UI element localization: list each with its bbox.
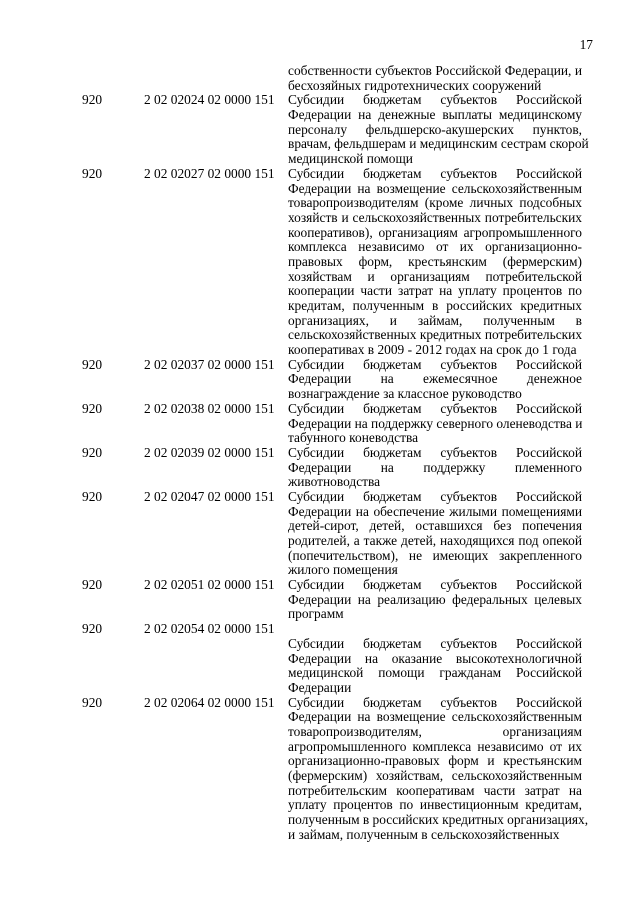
description-line: Субсидии бюджетам субъектов Российской (288, 92, 582, 108)
table-row (0, 696, 640, 843)
admin-code-cell (0, 490, 114, 578)
budget-code: 2 02 02054 02 0000 151 (144, 621, 275, 637)
admin-code: 920 (82, 488, 103, 504)
description-line: персоналу фельдшерско-акушерских пунктов, (288, 121, 582, 137)
description-line: полученным в российских кредитных организациях, (288, 812, 589, 828)
description-line: организационно-правовых форм и крестьянским (288, 753, 582, 769)
description-line: Федерации на ежемесячное денежное (288, 371, 582, 387)
description-line: Субсидии бюджетам субъектов Российской (288, 577, 582, 593)
table-row (0, 358, 640, 402)
description-line: Федерации на обеспечение жилыми помещениями (288, 503, 582, 519)
admin-code: 920 (82, 356, 103, 372)
description-line: Субсидии бюджетам субъектов Российской (288, 488, 582, 504)
description-cell (288, 402, 582, 446)
table-row (0, 622, 640, 695)
admin-code-cell (0, 578, 114, 622)
description-cell (288, 64, 582, 93)
budget-code: 2 02 02027 02 0000 151 (144, 165, 275, 181)
description-cell (288, 622, 582, 695)
description-line: программ (288, 606, 344, 622)
admin-code: 920 (82, 621, 103, 637)
table-row (0, 167, 640, 358)
description-line: кооперации части затрат на уплату процентов по (288, 283, 582, 299)
description-line: кооперативах в 2009 - 2012 годах на срок до 1 года (288, 342, 577, 358)
description-line: правовых форм, крестьянским (фермерским) (288, 253, 582, 269)
description-line: бесхозяйных гидротехнических сооружений (288, 77, 542, 93)
description-line (288, 622, 582, 637)
description-line: Федерации на реализацию федеральных целевых (288, 591, 582, 607)
description-cell (288, 446, 582, 490)
description-line: детей-сирот, детей, оставшихся без попечения (288, 518, 582, 534)
description-line: уплату процентов по инвестиционным кредитам, (288, 797, 582, 813)
budget-code-cell (114, 64, 288, 93)
description-line: кредитам, полученным в российских кредитных (288, 298, 582, 313)
description-line: Федерации на возмещение сельскохозяйственным (288, 709, 582, 725)
admin-code: 920 (82, 694, 103, 710)
budget-code: 2 02 02051 02 0000 151 (144, 577, 275, 593)
description-line: комплекса независимо от их организационно- (288, 239, 582, 255)
description-line: Субсидии бюджетам субъектов Российской (288, 165, 582, 181)
description-line: потребительским кооперативам части затрат на (288, 782, 582, 798)
description-line: Субсидии бюджетам субъектов Российской (288, 694, 582, 710)
budget-code-table (0, 64, 640, 842)
admin-code-cell (0, 402, 114, 446)
description-cell (288, 358, 582, 402)
description-line: Субсидии бюджетам субъектов Российской (288, 400, 582, 416)
description-line: жилого помещения (288, 562, 398, 578)
admin-code: 920 (82, 165, 103, 181)
description-line: хозяйствам и организациям потребительской (288, 268, 582, 284)
table-rows (0, 93, 640, 842)
description-line: собственности субъектов Российской Федерации, и (288, 63, 582, 78)
description-line: Субсидии бюджетам субъектов Российской (288, 635, 582, 651)
budget-code: 2 02 02064 02 0000 151 (144, 694, 275, 710)
admin-code-cell (0, 167, 114, 358)
description-line: организациях, и займам, полученным в (288, 312, 582, 328)
admin-code-cell (0, 93, 114, 166)
description-line: (попечительством), не имеющих закрепленного (288, 547, 582, 563)
admin-code-cell (0, 446, 114, 490)
admin-code: 920 (82, 92, 103, 108)
page-number: 17 (579, 37, 593, 52)
admin-code-cell (0, 696, 114, 843)
description-line: и займам, полученным в сельскохозяйственных (288, 826, 560, 842)
description-line: Федерации на возмещение сельскохозяйственным (288, 180, 582, 196)
description-line: Федерации на поддержку племенного (288, 459, 582, 475)
admin-code: 920 (82, 577, 103, 593)
description-line: родителей, а также детей, находящихся под опекой (288, 533, 582, 548)
description-line: кооперативов), организациям агропромышленного (288, 224, 582, 240)
description-line: Федерации на поддержку северного оленеводства и (288, 415, 583, 431)
admin-code: 920 (82, 444, 103, 460)
description-line: животноводства (288, 474, 381, 490)
budget-code: 2 02 02038 02 0000 151 (144, 400, 275, 416)
description-line: хозяйств и сельскохозяйственных потребительских (288, 209, 582, 225)
table-row (0, 490, 640, 578)
description-cell (288, 167, 582, 358)
budget-code: 2 02 02024 02 0000 151 (144, 92, 275, 108)
description-line: Федерации на денежные выплаты медицинскому (288, 107, 582, 123)
description-line: табунного коневодства (288, 430, 419, 446)
description-line: вознаграждение за классное руководство (288, 386, 522, 402)
description-line: врачам, фельдшерам и медицинским сестрам скорой (288, 136, 589, 152)
budget-code: 2 02 02039 02 0000 151 (144, 444, 275, 460)
description-line: Субсидии бюджетам субъектов Российской (288, 356, 582, 372)
description-line: (фермерским) хозяйствам, сельскохозяйственным (288, 768, 582, 783)
description-line: медицинской помощи гражданам Российской (288, 665, 582, 681)
table-row (0, 446, 640, 490)
description-cell (288, 92, 589, 167)
budget-code: 2 02 02037 02 0000 151 (144, 356, 275, 372)
description-line: сельскохозяйственных кредитных потребительских (288, 327, 583, 343)
continuation-row (0, 64, 640, 93)
description-line: товаропроизводителям (кроме личных подсобных (288, 195, 582, 211)
admin-code-cell (0, 358, 114, 402)
description-cell (288, 490, 582, 578)
description-line: Федерации на оказание высокотехнологичной (288, 650, 582, 666)
description-line: Субсидии бюджетам субъектов Российской (288, 444, 582, 460)
description-cell (288, 578, 582, 622)
budget-code: 2 02 02047 02 0000 151 (144, 488, 275, 504)
description-line: товаропроизводителям, организациям (288, 723, 582, 739)
description-cell (288, 694, 589, 843)
description-line: медицинской помощи (288, 151, 413, 167)
admin-code-cell (0, 64, 114, 93)
description-line: Федерации (288, 679, 352, 695)
table-row (0, 402, 640, 446)
description-line: агропромышленного комплекса независимо от их (288, 738, 582, 754)
table-row (0, 578, 640, 622)
table-row (0, 93, 640, 166)
admin-code-cell (0, 622, 114, 695)
admin-code: 920 (82, 400, 103, 416)
